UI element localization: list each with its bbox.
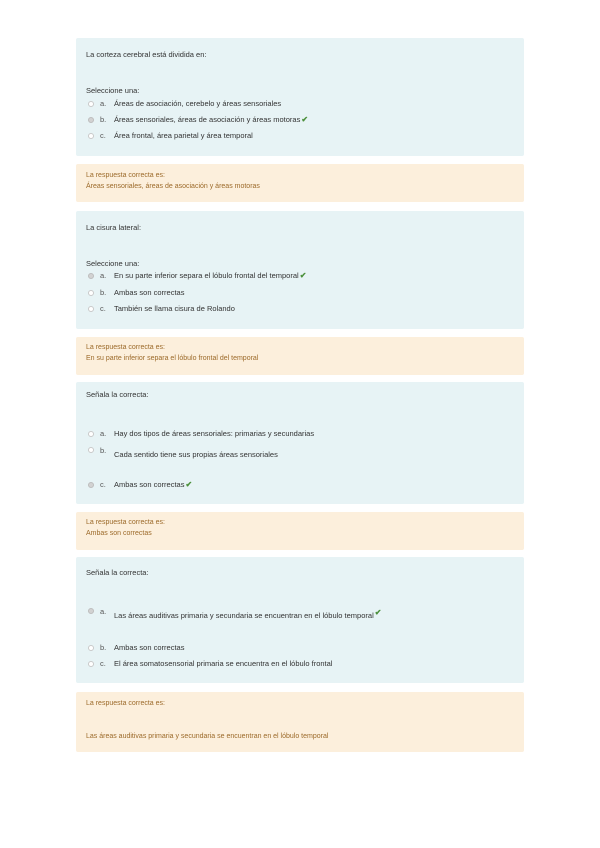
option-b[interactable]: [88, 115, 308, 124]
option-c[interactable]: [88, 304, 235, 313]
option-b[interactable]: [88, 446, 278, 459]
option-a[interactable]: [88, 607, 381, 620]
check-icon: ✔: [301, 115, 309, 124]
option-letter: b.: [100, 446, 107, 455]
feedback-4-box: [76, 692, 524, 752]
question-2-box: [76, 211, 524, 329]
radio-button[interactable]: [88, 133, 94, 139]
option-letter: a.: [100, 99, 107, 108]
option-letter: b.: [100, 115, 107, 124]
feedback-title: La respuesta correcta es:: [86, 344, 165, 351]
option-text: Las áreas auditivas primaria y secundaria se encuentran en el lóbulo temporal: [114, 611, 374, 620]
option-text: El área somatosensorial primaria se encuentra en el lóbulo frontal: [114, 659, 333, 668]
option-text: Áreas de asociación, cerebelo y áreas sensoriales: [114, 99, 282, 108]
option-text: Área frontal, área parietal y área temporal: [114, 131, 253, 140]
question-3-box: [76, 382, 524, 504]
feedback-title: La respuesta correcta es:: [86, 700, 165, 707]
radio-button[interactable]: [88, 447, 94, 453]
select-prompt: Seleccione una:: [86, 259, 140, 268]
option-letter: c.: [100, 304, 106, 313]
feedback-title: La respuesta correcta es:: [86, 172, 165, 179]
question-text: La corteza cerebral está dividida en:: [86, 50, 207, 59]
radio-button-selected[interactable]: [88, 482, 94, 488]
feedback-answer: En su parte inferior separa el lóbulo frontal del temporal: [86, 355, 259, 362]
option-letter: b.: [100, 643, 107, 652]
feedback-answer: Áreas sensoriales, áreas de asociación y áreas motoras: [86, 183, 260, 190]
option-letter: a.: [100, 607, 107, 616]
feedback-answer: Las áreas auditivas primaria y secundaria se encuentran en el lóbulo temporal: [86, 733, 329, 740]
check-icon: ✔: [299, 271, 307, 280]
option-text: Áreas sensoriales, áreas de asociación y áreas motoras: [114, 115, 301, 124]
feedback-2-box: [76, 337, 524, 375]
option-a[interactable]: [88, 429, 314, 438]
question-text: Señala la correcta:: [86, 568, 149, 577]
question-4-box: [76, 557, 524, 683]
question-text: Señala la correcta:: [86, 390, 149, 399]
option-a[interactable]: [88, 271, 306, 280]
option-letter: a.: [100, 429, 107, 438]
option-a[interactable]: [88, 99, 281, 108]
check-icon: ✔: [185, 480, 193, 489]
option-c[interactable]: [88, 480, 192, 489]
feedback-title: La respuesta correcta es:: [86, 519, 165, 526]
option-letter: c.: [100, 480, 106, 489]
option-letter: a.: [100, 271, 107, 280]
radio-button[interactable]: [88, 661, 94, 667]
select-prompt: Seleccione una:: [86, 86, 140, 95]
option-text: Ambas son correctas: [114, 288, 185, 297]
option-text: En su parte inferior separa el lóbulo frontal del temporal: [114, 271, 299, 280]
question-text: La cisura lateral:: [86, 223, 142, 232]
radio-button-selected[interactable]: [88, 273, 94, 279]
radio-button-selected[interactable]: [88, 608, 94, 614]
option-c[interactable]: [88, 131, 253, 140]
radio-button-selected[interactable]: [88, 117, 94, 123]
option-letter: b.: [100, 288, 107, 297]
question-1-box: [76, 38, 524, 156]
option-text: Cada sentido tiene sus propias áreas sensoriales: [114, 450, 278, 459]
option-b[interactable]: [88, 288, 184, 297]
option-b[interactable]: [88, 643, 184, 652]
option-text: Hay dos tipos de áreas sensoriales: primarias y secundarias: [114, 429, 315, 438]
radio-button[interactable]: [88, 290, 94, 296]
feedback-1-box: [76, 164, 524, 202]
option-text: Ambas son correctas: [114, 480, 185, 489]
option-c[interactable]: [88, 659, 332, 668]
radio-button[interactable]: [88, 431, 94, 437]
radio-button[interactable]: [88, 306, 94, 312]
radio-button[interactable]: [88, 645, 94, 651]
check-icon: ✔: [374, 608, 382, 617]
option-letter: c.: [100, 131, 106, 140]
feedback-answer: Ambas son correctas: [86, 530, 152, 537]
radio-button[interactable]: [88, 101, 94, 107]
option-text: También se llama cisura de Rolando: [114, 304, 235, 313]
feedback-3-box: [76, 512, 524, 550]
option-text: Ambas son correctas: [114, 643, 185, 652]
option-letter: c.: [100, 659, 106, 668]
